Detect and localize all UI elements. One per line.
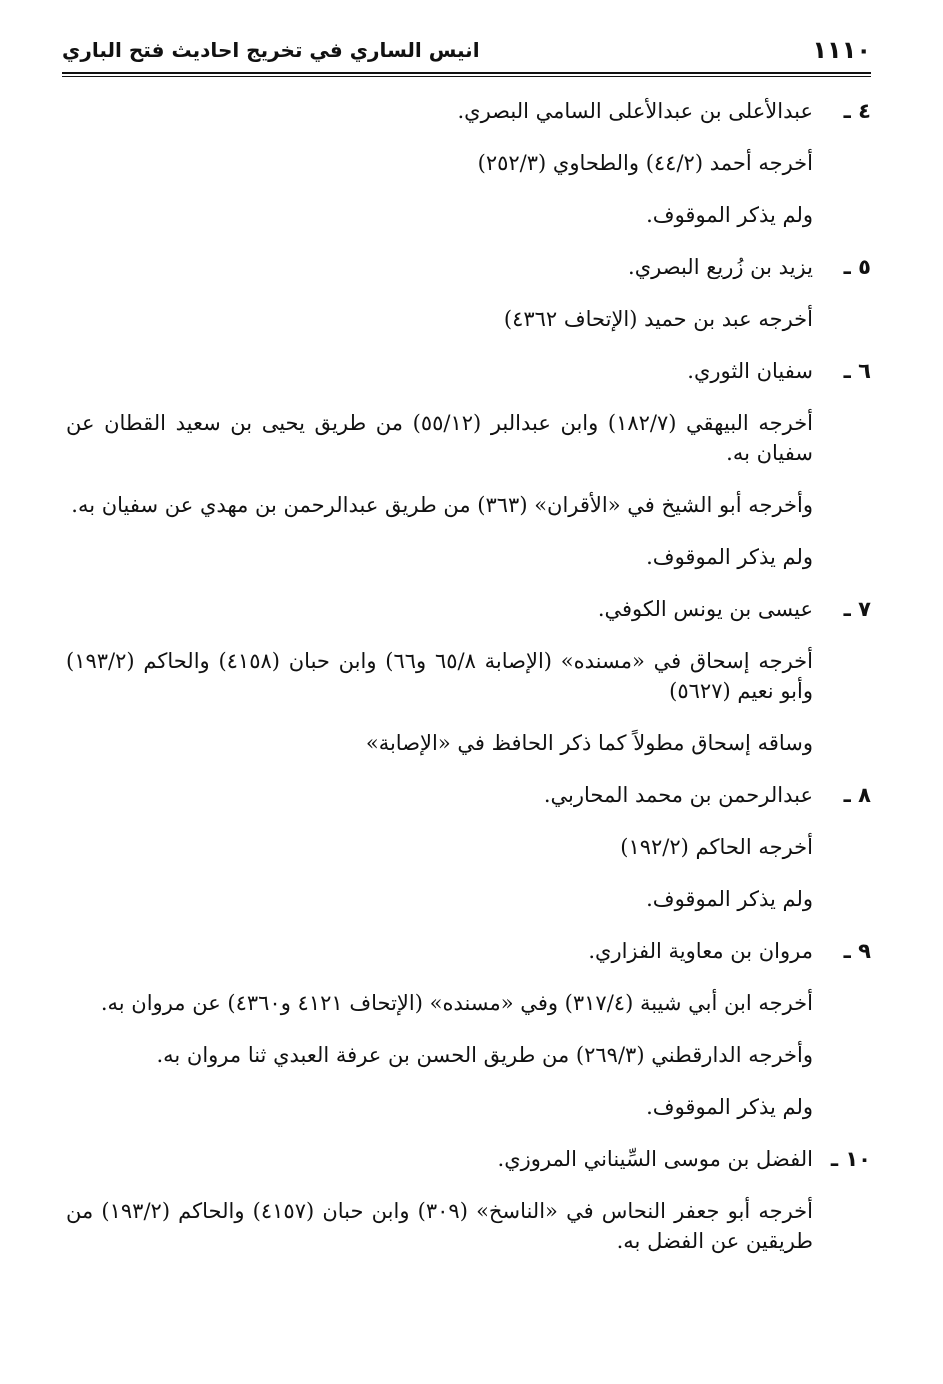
takhrij-paragraph: أخرجه عبد بن حميد (الإتحاف ٤٣٦٢) [503,307,813,331]
takhrij-paragraph: وأخرجه أبو الشيخ في «الأقران» (٣٦٣) من طريق عبدالرحمن بن مهدي عن سفيان به. [71,493,813,517]
narrator-name: عبدالأعلى بن عبدالأعلى السامي البصري. [457,99,813,123]
takhrij-paragraph: وأخرجه الدارقطني (٢٦٩/٣) من طريق الحسن بن عرفة العبدي ثنا مروان به. [156,1043,813,1067]
narrator-name: يزيد بن زُريع البصري. [628,255,813,279]
running-title: انيس الساري في تخريج احاديث فتح الباري [62,38,480,62]
entry-number: ٧ ـ [843,597,871,621]
takhrij-paragraph: أخرجه إسحاق في «مسنده» (الإصابة ٦٥/٨ و٦٦) وابن حبان (٤١٥٨) والحاكم (١٩٣/٢) وأبو نعيم (٥٦٢٧) [66,649,813,703]
entry-number: ٥ ـ [843,255,871,279]
narrator-entry-5 [66,252,871,334]
entry-number: ٦ ـ [843,359,871,383]
takhrij-paragraph: أخرجه أحمد (٤٤/٢) والطحاوي (٢٥٢/٣) [477,151,813,175]
entry-number: ٩ ـ [843,939,871,963]
narrator-entry-4 [66,96,871,230]
entry-heading [66,594,871,624]
header-rule [62,72,871,74]
narrator-entry-9 [66,936,871,1122]
takhrij-paragraph: أخرجه ابن أبي شيبة (٣١٧/٤) وفي «مسنده» (الإتحاف ٤١٢١ و٤٣٦٠) عن مروان به. [100,991,813,1015]
narrator-entry-8 [66,780,871,914]
takhrij-paragraph: وساقه إسحاق مطولاً كما ذكر الحافظ في «الإصابة» [365,731,813,755]
page-number: ١١١٠ [812,36,871,64]
takhrij-paragraph: أخرجه الحاكم (١٩٢/٢) [620,835,813,859]
narrator-entry-7 [66,594,871,758]
takhrij-paragraph: أخرجه البيهقي (١٨٢/٧) وابن عبدالبر (٥٥/١٢) من طريق يحيى بن سعيد القطان عن سفيان به. [66,411,814,465]
narrator-name: الفضل بن موسى السِّيناني المروزي. [497,1147,813,1171]
narrator-name: عيسى بن يونس الكوفي. [597,597,813,621]
narrator-entry-10 [66,1144,871,1256]
page-header [62,34,871,74]
entry-heading [66,96,871,126]
entry-number: ٤ ـ [843,99,871,123]
entry-heading [66,252,871,282]
takhrij-paragraph: ولم يذكر الموقوف. [646,545,813,569]
takhrij-paragraph: ولم يذكر الموقوف. [646,203,813,227]
takhrij-paragraph: ولم يذكر الموقوف. [646,1095,813,1119]
narrator-name: سفيان الثوري. [687,359,813,383]
narrator-name: مروان بن معاوية الفزاري. [588,939,813,963]
entry-number: ٨ ـ [843,783,871,807]
entry-number: ١٠ ـ [830,1147,871,1171]
entry-heading [66,1144,871,1174]
narrator-entry-6 [66,356,871,572]
takhrij-paragraph: أخرجه أبو جعفر النحاس في «الناسخ» (٣٠٩) وابن حبان (٤١٥٧) والحاكم (١٩٣/٢) من طريقين عن الفضل به. [66,1199,813,1253]
entry-heading [66,936,871,966]
takhrij-paragraph: ولم يذكر الموقوف. [646,887,813,911]
entry-heading [66,780,871,810]
entry-heading [66,356,871,386]
narrator-name: عبدالرحمن بن محمد المحاربي. [543,783,813,807]
page-body [66,96,871,1278]
